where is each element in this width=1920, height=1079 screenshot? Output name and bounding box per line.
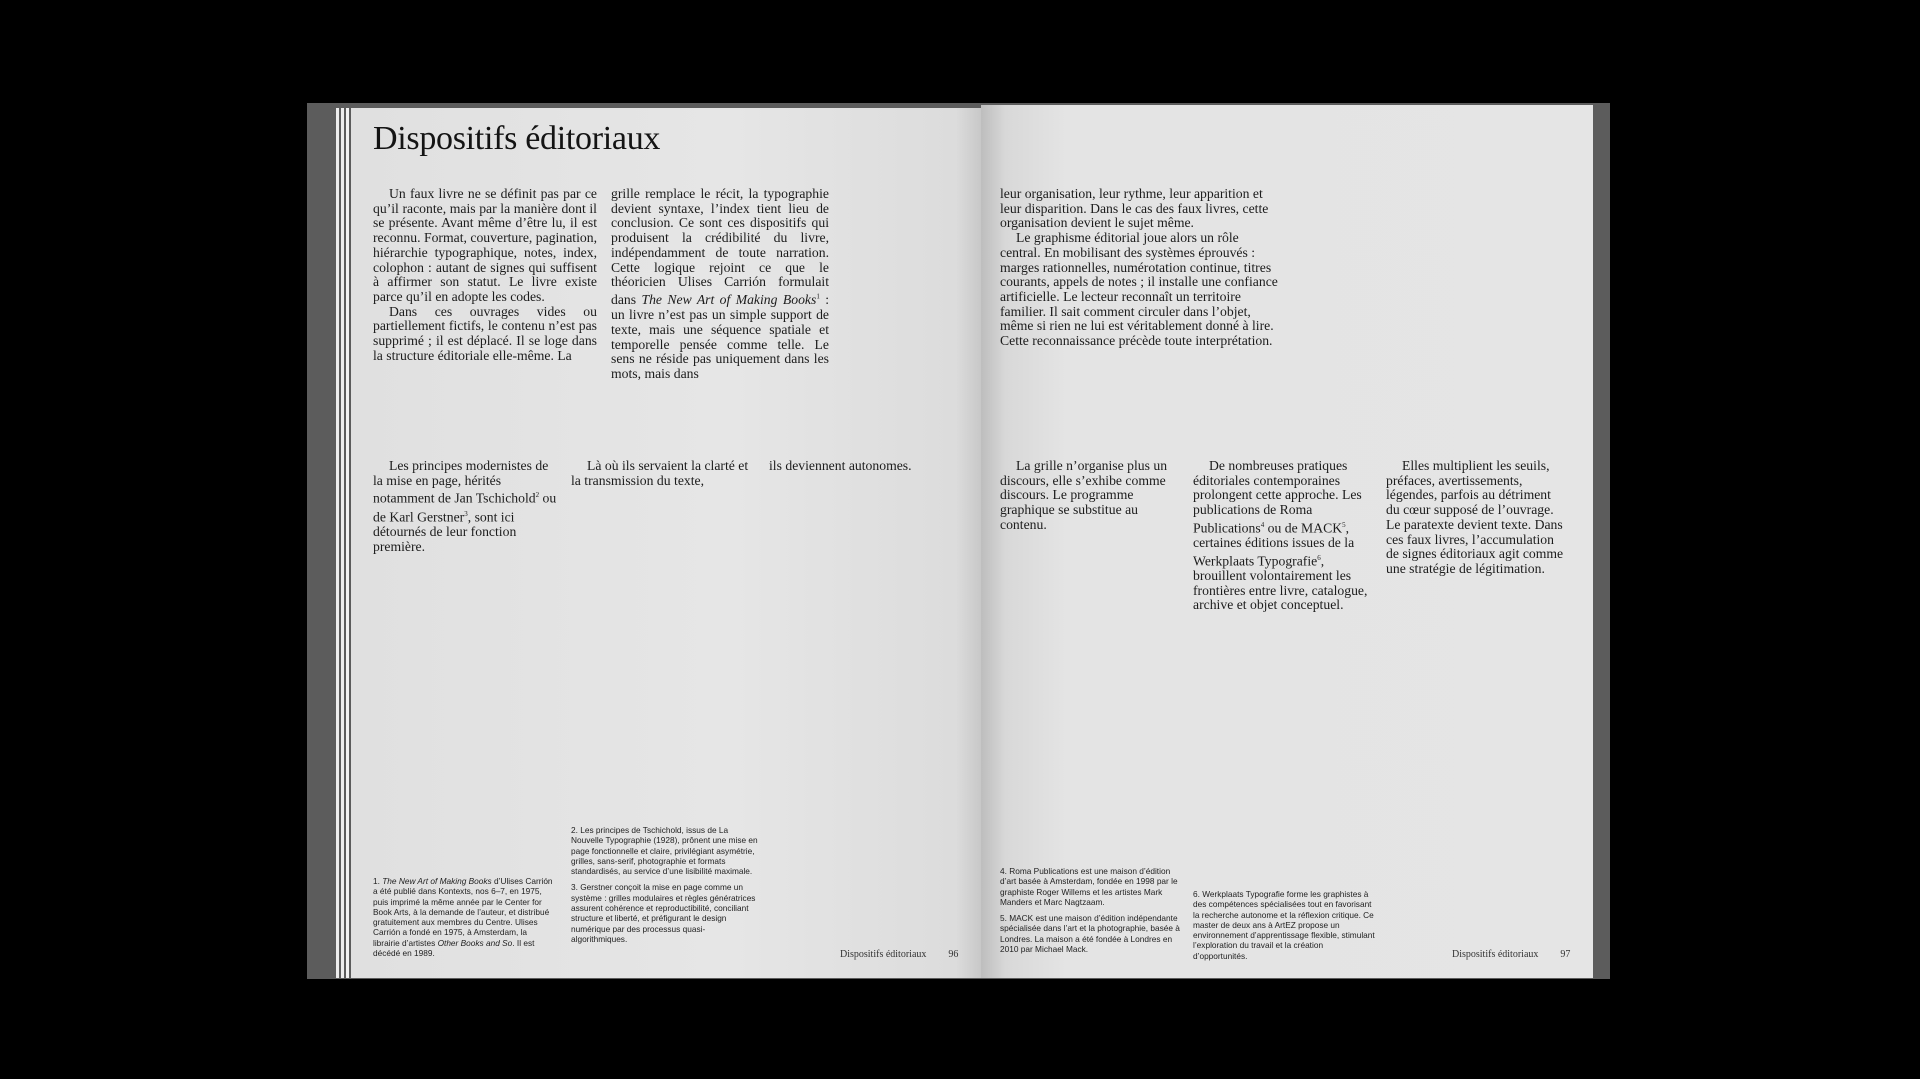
page-edge xyxy=(336,108,339,978)
right-lower-paragraph-a: La grille n’organise plus un discours, elle s’exhibe comme discours. Le programme graphique se substitue au contenu. xyxy=(1000,458,1168,532)
paragraph: Dans ces ouvrages vides ou partiellement fictifs, le contenu n’est pas supprimé ; il est déplacé. Il se loge dans la structure éditoriale elle-même. La xyxy=(373,303,597,363)
running-title: Dispositifs éditoriaux xyxy=(1452,949,1539,960)
lower-paragraph-b: Là où ils servaient la clarté et la transmission du texte, xyxy=(571,458,749,488)
footnote-4: 4. Roma Publications est une maison d’édition d’art basée à Amsterdam, fondée en 1998 par le graphiste Roger Willems et les artistes Mark Manders et Marc Nagtzaam. xyxy=(1000,866,1178,907)
body-column-1 xyxy=(373,187,597,363)
footnote-2: 2. Les principes de Tschichold, issus de La Nouvelle Typographie (1928), prônent une mise en page fonctionnelle et claire, privilégiant asymétrie, grilles, sans-serif, photographie et formats standardisés, au service d’une lisibilité maximale. xyxy=(571,825,758,877)
page-edge xyxy=(346,108,349,978)
footnote-3: 3. Gerstner conçoit la mise en page comme un système : grilles modulaires et règles génératrices assurent cohérence et reproductibilité, conciliant structure et liberté, et préfigurant le design numérique par des processus quasi-algorithmiques. xyxy=(571,882,756,944)
paragraph: grille remplace le récit, la typographie devient syntaxe, l’index tient lieu de conclusion. Ce sont ces dispositifs qui produisent la crédibilité du livre, indépendamment de toute narration. Cette logique rejoint ce que le théoricien Ulises Carrión formulait dans The New Art of Making Books$^1$ : un livre n’est pas un simple support de texte, mais une séquence spatiale et temporelle pensée comme telle. Le sens ne réside pas uniquement dans les mots, mais dans xyxy=(611,186,829,381)
body-column-2 xyxy=(611,187,829,382)
footnote-5: 5. MACK est une maison d’édition indépendante spécialisée dans l’art et la photographie, basée à Londres. La maison a été fondée à Londres en 2010 par Michael Mack. xyxy=(1000,913,1180,955)
page-number: 97 xyxy=(1560,949,1571,960)
paragraph: leur organisation, leur rythme, leur apparition et leur disparition. Dans le cas des faux livres, cette organisation devient le sujet même. xyxy=(1000,186,1269,231)
lower-paragraph-a: Les principes modernistes de la mise en page, hérités notamment de Jan Tschichold$^2$ ou de Karl Gerstner$^3$, sont ici détournés de leur fonction première. xyxy=(373,458,557,554)
lower-paragraph-c: ils deviennent autonomes. xyxy=(769,458,912,473)
right-lower-paragraph-c: Elles multiplient les seuils, préfaces, avertissements, légendes, parfois au détriment du cœur supposé de l’ouvrage. Le paratexte devient texte. Dans ces faux livres, l’accumulation de signes éditoriaux agit comme une stratégie de légitimation. xyxy=(1386,458,1564,576)
right-top-text xyxy=(1000,187,1282,349)
right-folio xyxy=(1452,949,1570,960)
footnote-6: 6. Werkplaats Typografie forme les graphistes à des compétences spécialisées tout en favorisant la recherche autonome et la réflexion critique. Ce master de deux ans à ArtEZ propose un environnement d’apprentissage flexible, stimulant l’exploration du travail et la création d’opportunités. xyxy=(1193,889,1375,961)
left-folio xyxy=(840,949,958,960)
running-title: Dispositifs éditoriaux xyxy=(840,949,927,960)
page-title: Dispositifs éditoriaux xyxy=(373,120,661,157)
footnote-1: 1. The New Art of Making Books d’Ulises Carrión a été publié dans Kontexts, nos 6–7, en 1975, puis imprimé la même année par le Center for Book Arts, à la demande de l’auteur, et distribué gratuitement aux membres du Centre. Ulises Carrión a fondé en 1975, à Amsterdam, la librairie d’artistes Other Books and So. Il est décédé en 1989. xyxy=(373,876,553,959)
footnotes-4-5 xyxy=(1000,866,1182,960)
page-number: 96 xyxy=(948,949,959,960)
paragraph: Le graphisme éditorial joue alors un rôle central. En mobilisant des systèmes éprouvés : marges rationnelles, numérotation continue, titres courants, appels de notes ; il installe une confiance artificielle. Le lecteur reconnaît un territoire familier. Il sait comment circuler dans l’objet, même si rien ne lui est véritablement donné à lire. Cette reconnaissance précède toute interprétation. xyxy=(1000,230,1278,349)
footnotes-2-3 xyxy=(571,825,759,950)
page-edge xyxy=(341,108,344,978)
paragraph: Un faux livre ne se définit pas par ce qu’il raconte, mais par la manière dont il se présente. Avant même d’être lu, il est reconnu. Format, couverture, pagination, hiérarchie typographique, notes, index, colophon : autant de signes qui suffisent à affirmer son statut. Le livre existe parce qu’il en adopte les codes. xyxy=(373,186,597,304)
right-lower-paragraph-b: De nombreuses pratiques éditoriales contemporaines prolongent cette approche. Les publications de Roma Publications$^4$ ou de MACK$^5$, certaines éditions issues de la Werkplaats Typografie$^6$, brouillent volontairement les frontières entre livre, catalogue, archive et objet conceptuel. xyxy=(1193,458,1368,613)
